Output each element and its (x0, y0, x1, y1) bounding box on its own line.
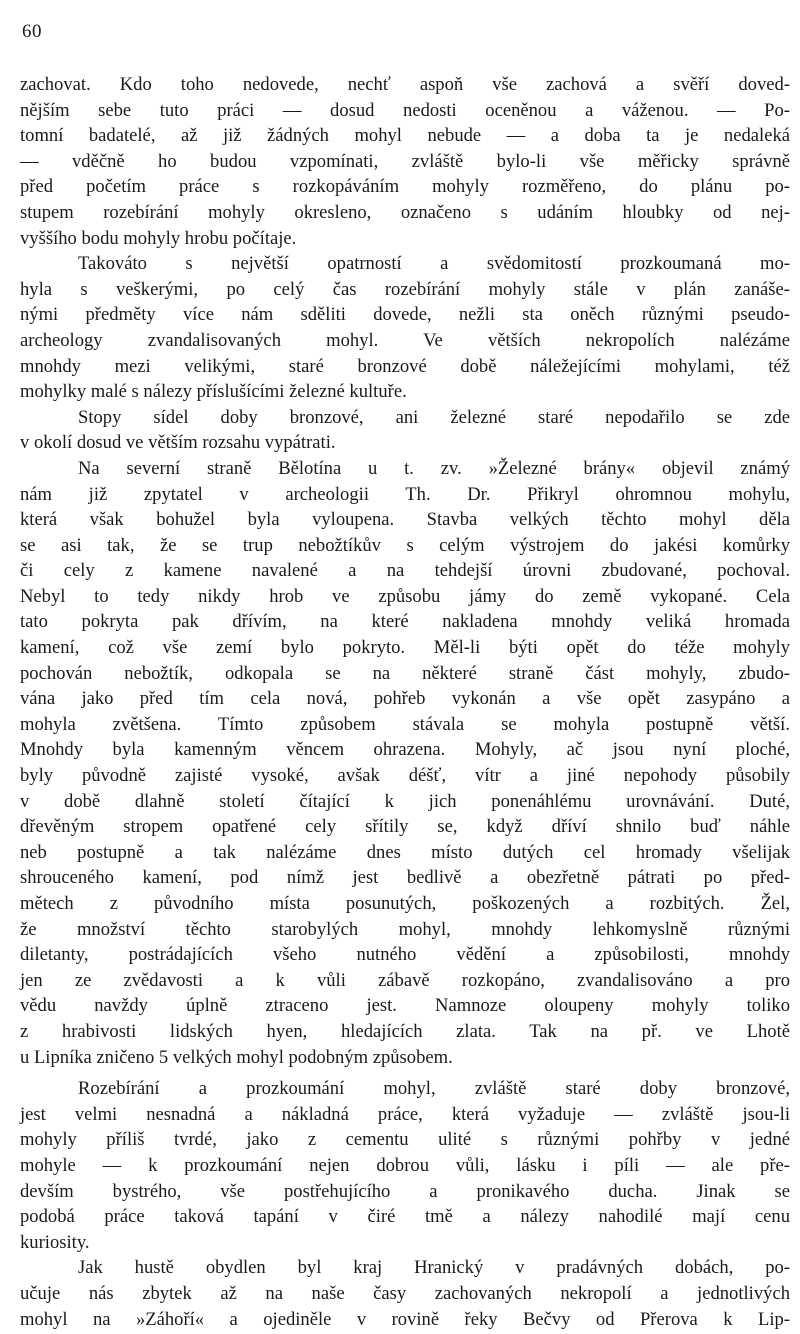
text-line: stupem rozebírání mohyly okresleno, označeno s udáním hloubky od nej- (20, 201, 790, 223)
text-line: Rozebírání a prozkoumání mohyl, zvláště staré doby bronzové, (78, 1078, 790, 1100)
text-line: mohyla zvětšena. Tímto způsobem stávala se mohyla postupně větší. (20, 713, 790, 735)
text-line: tato pokryta pak dřívím, na které nakladena mnohdy veliká hromada (20, 611, 790, 633)
text-line: Takováto s největší opatrností a svědomitostí prozkoumaná mo- (78, 253, 790, 275)
text-line: vědu navždy úplně ztraceno jest. Namnoze oloupeny mohyly toliko (20, 995, 790, 1017)
text-line: v okolí dosud ve větším rozsahu vypátrati. (20, 432, 336, 454)
text-line: před početím práce s rozkopáváním mohyly rozměřeno, do plánu po- (20, 176, 790, 198)
page-number: 60 (22, 21, 42, 42)
text-line: vána jako před tím cela nová, pohřeb vykonán a vše opět zasypáno a (20, 688, 790, 710)
text-line: devším bystrého, vše postřehujícího a pronikavého ducha. Jinak se (20, 1180, 790, 1202)
text-line: či cely z kamene navalené a na tehdejší úrovni zbudované, pochoval. (20, 560, 790, 582)
text-line: — vděčně ho budou vzpomínati, zvláště bylo-li vše měřicky správně (20, 150, 790, 172)
text-line: mohyle — k prozkoumání nejen dobrou vůli, lásku i píli — ale pře- (20, 1154, 790, 1176)
text-line: která však bohužel byla vyloupena. Stavba velkých těchto mohyl děla (20, 509, 790, 531)
text-line: dřevěným stropem opatřené cely sřítily se, když dříví shnilo buď náhle (20, 816, 790, 838)
paragraph (20, 456, 790, 1070)
text-line: učuje nás zbytek až na naše časy zachovaných nekropolí a jednotlivých (20, 1282, 790, 1304)
text-line: mohylky malé s nálezy příslušícími železné kultuře. (20, 381, 407, 403)
text-line: Na severní straně Bělotína u t. zv. »Železné brány« objevil známý (78, 457, 790, 479)
text-line: hyla s veškerými, po celý čas rozebírání mohyly stále v plán zanáše- (20, 278, 790, 300)
text-line: nými předměty více nám sděliti dovede, nežli sta oněch různými pseudo- (20, 304, 790, 326)
text-line: kamení, což vše zemí bylo pokryto. Měl-li býti opět do téže mohyly (20, 637, 790, 659)
text-line: archeology zvandalisovaných mohyl. Ve větších nekropolích nalézáme (20, 329, 790, 351)
text-line: Jak hustě obydlen byl kraj Hranický v pradávných dobách, po- (78, 1257, 790, 1279)
text-line: pochován nebožtík, odkopala se na některé straně část mohyly, zbudo- (20, 662, 790, 684)
text-line: Mnohdy byla kamenným věncem ohrazena. Mohyly, ač jsou nyní ploché, (20, 739, 790, 761)
text-line: že množství těchto starobylých mohyl, mnohdy lehkomyslně různými (20, 918, 790, 940)
text-line: neb postupně a tak nalézáme dnes místo dutých cel hromady všelijak (20, 841, 790, 863)
paragraph (20, 251, 790, 405)
text-line: tomní badatelé, až již žádných mohyl nebude — a doba ta je nedaleká (20, 125, 790, 147)
text-line: podobá práce taková tapání v čiré tmě a nálezy nahodilé mají cenu (20, 1206, 790, 1228)
paragraph (20, 1076, 790, 1255)
text-line: v době dlahně století čítající k jich ponenáhlému urovnávání. Duté, (20, 790, 790, 812)
text-line: shrouceného kamení, pod nímž jest bedlivě a obezřetně pátrati po před- (20, 867, 790, 889)
text-line: mohyly příliš tvrdé, jako z cementu ulité s různými pohřby v jedné (20, 1129, 790, 1151)
text-line: byly původně zajisté vysoké, avšak déšť, vítr a jiné nepohody působily (20, 765, 790, 787)
text-line: z hrabivosti lidských hyen, hledajících zlata. Tak na př. ve Lhotě (20, 1020, 790, 1042)
text-line: mětech z původního místa posunutých, poškozených a rozbitých. Žel, (20, 893, 790, 914)
text-line: jen ze zvědavosti a k vůli zábavě rozkopáno, zvandalisováno a pro (20, 969, 790, 991)
paragraph (20, 405, 790, 456)
text-line: zachovat. Kdo toho nedovede, nechť aspoň vše zachová a svěří doved- (20, 74, 790, 95)
body-text (20, 72, 790, 1332)
paragraph (20, 72, 790, 251)
text-line: nějším sebe tuto práci — dosud nedosti oceněnou a váženou. — Po- (20, 99, 790, 121)
text-line: kuriosity. (20, 1231, 90, 1253)
text-line: diletanty, postrádajících všeho nutného vědění a způsobilosti, mnohdy (20, 944, 790, 966)
text-line: Nebyl to tedy nikdy hrob ve způsobu jámy do země vykopané. Cela (20, 585, 790, 607)
text-line: jest velmi nesnadná a nákladná práce, která vyžaduje — zvláště jsou-li (20, 1103, 790, 1125)
text-line: mohyl na »Záhoří« a ojediněle v rovině řeky Bečvy od Přerova k Lip- (20, 1308, 790, 1330)
text-line: Stopy sídel doby bronzové, ani železné staré nepodařilo se zde (78, 406, 790, 428)
paragraph (20, 1255, 790, 1332)
text-line: u Lipníka zničeno 5 velkých mohyl podobným způsobem. (20, 1046, 453, 1068)
text-line: vyššího bodu mohyly hrobu počítaje. (20, 227, 297, 249)
text-line: nám již zpytatel v archeologii Th. Dr. Přikryl ohromnou mohylu, (20, 483, 790, 505)
text-line: se asi tak, že se trup nebožtíkův s celým výstrojem do jakési komůrky (20, 534, 790, 556)
text-line: mnohdy mezi velikými, staré bronzové době náležejícími mohylami, též (20, 355, 790, 377)
